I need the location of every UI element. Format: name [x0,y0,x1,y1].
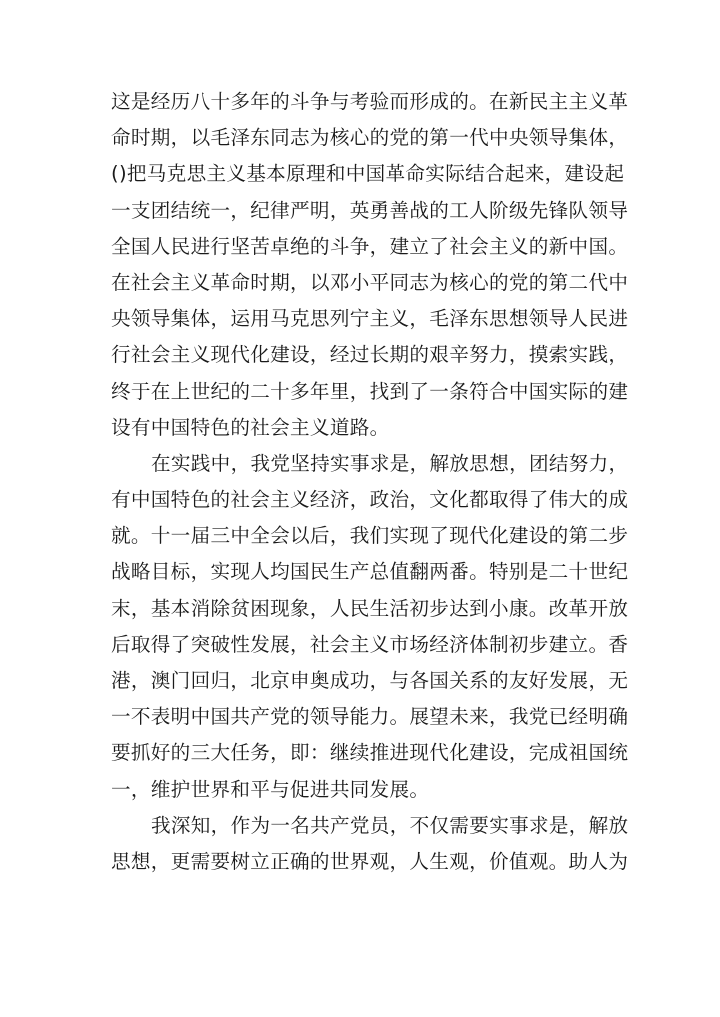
paragraph-2 [111,446,629,808]
text-line: 要抓好的三大任务，即：继续推进现代化建设，完成祖国统 [111,741,629,765]
text-line: 终于在上世纪的二十多年里，找到了一条符合中国实际的建 [111,379,629,403]
text-line: 港，澳门回归，北京申奥成功，与各国关系的友好发展，无 [111,669,629,692]
text-line: 命时期，以毛泽东同志为核心的党的第一代中央领导集体， [111,126,629,150]
text-line: 一，维护世界和平与促进共同发展。 [111,777,430,801]
text-line: 在社会主义革命时期，以邓小平同志为核心的党的第二代中 [111,270,629,294]
text-line: ()把马克思主义基本原理和中国革命实际结合起来，建设起 [111,162,625,186]
paragraph-3 [111,808,629,880]
text-line: 一支团结统一，纪律严明，英勇善战的工人阶级先锋队领导 [111,198,629,222]
text-line: 在实践中，我党坚持实事求是，解放思想，团结努力， [151,451,629,475]
text-line: 思想，更需要树立正确的世界观，人生观，价值观。助人为 [111,849,629,873]
text-line: 央领导集体，运用马克思列宁主义，毛泽东思想领导人民进 [111,307,629,331]
text-line: 战略目标，实现人均国民生产总值翻两番。特别是二十世纪 [111,560,629,584]
document-body [111,84,629,880]
paragraph-1 [111,84,629,446]
text-line: 设有中国特色的社会主义道路。 [111,415,390,439]
text-line: 行社会主义现代化建设，经过长期的艰辛努力，摸索实践， [111,343,629,367]
text-line: 就。十一届三中全会以后，我们实现了现代化建设的第二步 [111,524,629,548]
text-line: 后取得了突破性发展，社会主义市场经济体制初步建立。香 [111,632,629,656]
text-line: 我深知，作为一名共产党员，不仅需要实事求是，解放 [151,813,629,837]
text-line: 全国人民进行坚苦卓绝的斗争，建立了社会主义的新中国。 [111,234,629,258]
text-line: 末，基本消除贫困现象，人民生活初步达到小康。改革开放 [111,596,629,620]
text-line: 一不表明中国共产党的领导能力。展望未来，我党已经明确 [111,705,629,729]
text-line: 有中国特色的社会主义经济，政治，文化都取得了伟大的成 [111,488,629,512]
text-line: 这是经历八十多年的斗争与考验而形成的。在新民主主义革 [111,90,629,113]
